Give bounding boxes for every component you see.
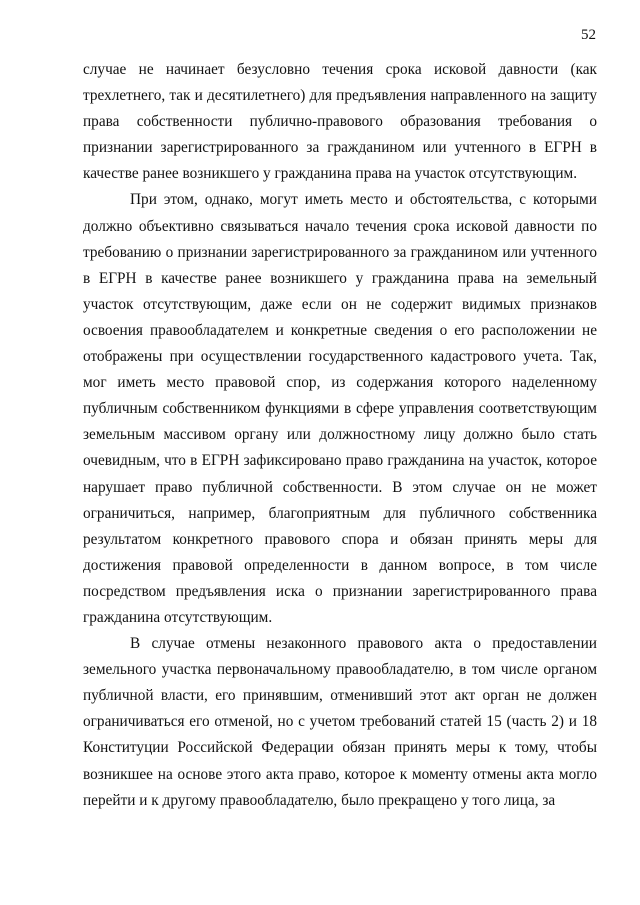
paragraph-3: В случае отмены незаконного правового акта о предоставлении земельного участка первоначальному правообладателю, в том числе органом публичной власти, его принявшим, отменивший этот акт орган не должен ограничиваться его отменой, но с учетом требований статей 15 (часть 2) и 18 Конституции Российской Федерации обязан принять меры к тому, чтобы возникшее на основе этого акта право, которое к моменту отмены акта могло перейти и к другому правообладателю, было прекращено у того лица, за	[83, 635, 597, 809]
document-body	[83, 57, 597, 814]
paragraph-1: случае не начинает безусловно течения срока исковой давности (как трехлетнего, так и десятилетнего) для предъявления направленного на защиту права собственности публично-правового образования требования о признании зарегистрированного за гражданином или учтенного в ЕГРН в качестве ранее возникшего у гражданина права на участок отсутствующим.	[83, 61, 597, 183]
page-number: 52	[581, 27, 596, 43]
paragraph-2: При этом, однако, могут иметь место и обстоятельства, с которыми должно объективно связываться начало течения срока исковой давности по требованию о признании зарегистрированного за гражданином или учтенного в ЕГРН в качестве ранее возникшего у гражданина права на земельный участок отсутствующим, даже если он не содержит видимых признаков освоения правообладателем и конкретные сведения о его расположении не отображены при осуществлении государственного кадастрового учета. Так, мог иметь место правовой спор, из содержания которого наделенному публичным собственником функциями в сфере управления соответствующим земельным массивом органу или должностному лицу должно было стать очевидным, что в ЕГРН зафиксировано право гражданина на участок, которое нарушает право публичной собственности. В этом случае он не может ограничиться, например, благоприятным для публичного собственника результатом конкретного правового спора и обязан принять меры для достижения правовой определенности в данном вопросе, в том числе посредством предъявления иска о признании зарегистрированного права гражданина отсутствующим.	[83, 191, 597, 626]
